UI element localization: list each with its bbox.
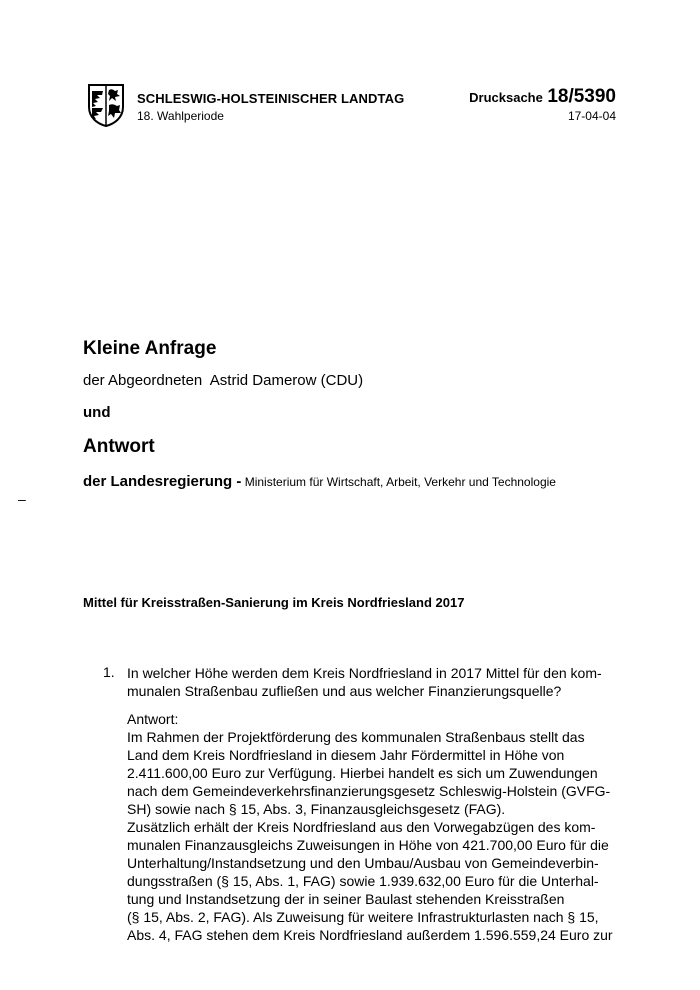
answer-line: Zusätzlich erhält der Kreis Nordfriesland aus den Vorwegabzügen des kom-	[127, 819, 596, 835]
document-date: 17-04-04	[567, 109, 616, 123]
question-number: 1.	[103, 664, 115, 680]
heading-antwort: Antwort	[83, 436, 155, 457]
submitter-line: der Abgeordneten Astrid Damerow (CDU)	[83, 372, 364, 389]
answer-line: (§ 15, Abs. 2, FAG). Als Zuweisung für weitere Infrastrukturlasten nach § 15,	[127, 909, 599, 925]
answer-line: nach dem Gemeindeverkehrsfinanzierungsgesetz Schleswig-Holstein (GVFG-	[127, 783, 611, 799]
coat-of-arms-icon	[87, 83, 125, 127]
answer-line: dungsstraßen (§ 15, Abs. 1, FAG) sowie 1.939.632,00 Euro für die Unterhal-	[127, 873, 599, 889]
answer-line: Abs. 4, FAG stehen dem Kreis Nordfriesland außerdem 1.596.559,24 Euro zur	[127, 927, 613, 943]
answer-line: 2.411.600,00 Euro zur Verfügung. Hierbei handelt es sich um Zuwendungen	[127, 765, 598, 781]
question-line: In welcher Höhe werden dem Kreis Nordfriesland in 2017 Mittel für den kom-	[127, 665, 602, 681]
answer-line: Land dem Kreis Nordfriesland in diesem Jahr Fördermittel in Höhe von	[127, 747, 565, 763]
document-number-block	[469, 86, 616, 108]
subject-line: Mittel für Kreisstraßen-Sanierung im Kreis Nordfriesland 2017	[83, 595, 465, 610]
conjunction-und: und	[83, 404, 111, 421]
answer-line: SH) sowie nach § 15, Abs. 3, Finanzausgleichsgesetz (FAG).	[127, 801, 506, 817]
legislative-period: 18. Wahlperiode	[137, 109, 224, 123]
margin-dash: –	[18, 491, 26, 507]
question-text	[127, 664, 627, 700]
organization-name: SCHLESWIG-HOLSTEINISCHER LANDTAG	[137, 91, 405, 106]
answer-line: munalen Finanzausgleichs Zuweisungen in Höhe von 421.700,00 Euro für die	[127, 837, 609, 853]
answer-line: Unterhaltung/Instandsetzung und den Umbau/Ausbau von Gemeindeverbin-	[127, 855, 599, 871]
government-line	[83, 473, 556, 491]
question-line: munalen Straßenbau zufließen und aus welcher Finanzierungsquelle?	[127, 683, 562, 699]
answer-line: tung und Instandsetzung der in seiner Baulast stehenden Kreisstraßen	[127, 891, 565, 907]
document-number: 18/5390	[547, 86, 616, 107]
ministry-name: Ministerium für Wirtschaft, Arbeit, Verkehr und Technologie	[241, 475, 556, 489]
answer-label: Antwort:	[127, 711, 179, 727]
document-label: Drucksache	[469, 90, 543, 105]
heading-kleine-anfrage: Kleine Anfrage	[83, 338, 217, 359]
answer-block	[127, 710, 627, 944]
answer-line: Im Rahmen der Projektförderung des kommunalen Straßenbaus stellt das	[127, 729, 585, 745]
government-label: der Landesregierung -	[83, 473, 242, 490]
